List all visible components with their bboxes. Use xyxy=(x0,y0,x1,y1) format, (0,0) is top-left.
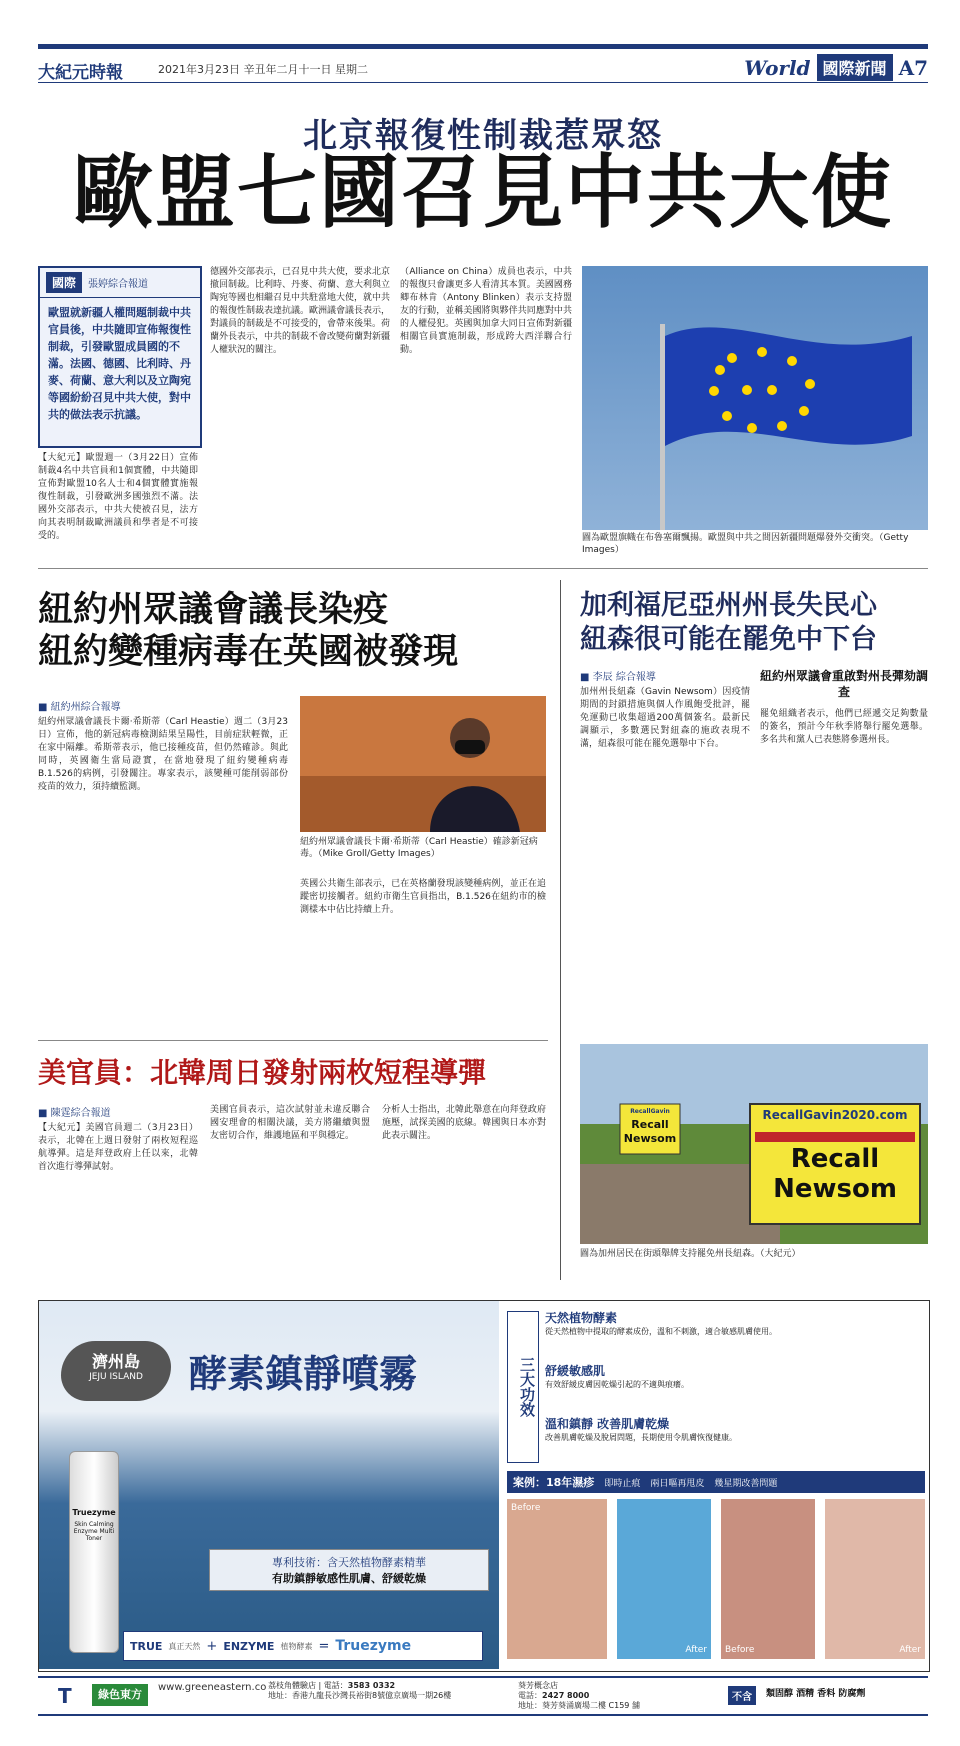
sign-recall: Recall xyxy=(790,1144,880,1174)
store-1: 荔枝角體驗店 | 電話：3583 0332 地址：香港九龍長沙灣長裕街8號億京廣場一期26樓 xyxy=(268,1681,508,1701)
before-label-1: Before xyxy=(511,1503,541,1513)
main-byline: 張婷綜合報道 xyxy=(88,279,149,290)
story2-headline-1: 紐約州眾議會議長染疫 xyxy=(38,589,389,630)
small-sign-newsom: Newsom xyxy=(623,1132,677,1145)
after-label-2: After xyxy=(899,1645,921,1655)
case-step-2: 兩日嘔再甩皮 xyxy=(650,1478,705,1489)
shop-logo: 綠色東方 xyxy=(92,1684,148,1706)
ad-point-3-text: 改善肌膚乾燥及脫屑問題，長期使用令肌膚恢復健康。 xyxy=(545,1433,737,1442)
section-tag: 國際 xyxy=(46,272,82,293)
dateline: 2021年3月23日 辛丑年二月十一日 星期二 xyxy=(158,63,368,76)
story2-byline: ■ 紐約州綜合報導 xyxy=(38,702,121,713)
store-2-phone: 2427 8000 xyxy=(542,1691,590,1700)
formula-true: TRUE xyxy=(130,1639,163,1653)
store-1-phone: 3583 0332 xyxy=(347,1681,396,1690)
plus-icon: + xyxy=(206,1638,218,1654)
section-zh: 國際新聞 xyxy=(817,54,893,81)
ad-hero xyxy=(39,1301,499,1669)
story4-body-c: 分析人士指出，北韓此舉意在向拜登政府施壓，試探美國的底線。韓國與日本亦對此表示關注。 xyxy=(382,1105,546,1141)
ad-tech-1: 專利技術：含天然植物酵素精華 xyxy=(272,1556,426,1569)
jeju-badge-zh: 濟州島 xyxy=(91,1352,140,1371)
case-bar xyxy=(507,1471,925,1493)
sign-newsom: Newsom xyxy=(773,1174,897,1204)
store-1-name: 荔枝角體驗店 xyxy=(268,1681,316,1690)
before-label-2: Before xyxy=(725,1645,755,1655)
ad-side-title: 三大功效 xyxy=(507,1311,539,1463)
story2-headline-2: 紐約變種病毒在英國被發現 xyxy=(38,631,459,672)
lead-text: 歐盟就新疆人權問題制裁中共官員後，中共隨即宣佈報復性制裁，引發歐盟成員國的不滿。法國、德國、比利時、丹麥、荷蘭、意大利以及立陶宛等國紛紛召見中共大使，對中共的做法表示抗議。 xyxy=(48,306,191,421)
jeju-badge xyxy=(61,1341,171,1401)
after-label-1: After xyxy=(685,1645,707,1655)
heastie-photo xyxy=(300,696,546,832)
product-desc: Skin Calming Enzyme Multi Toner xyxy=(73,1521,115,1542)
footer-tag: 不含 xyxy=(728,1686,756,1705)
main-kicker: 北京報復性制裁惹眾怒 xyxy=(303,116,663,156)
story4-body-a: 【大紀元】美國官員週二（3月23日）表示，北韓在上週日發射了兩枚短程巡航導彈。這是拜登政府上任以來，北韓首次進行導彈試射。 xyxy=(38,1123,198,1172)
footer-tagline: 類固醇 酒精 香料 防腐劑 xyxy=(766,1689,866,1699)
main-column-1: 【大紀元】歐盟週一（3月22日）宣佈制裁4名中共官員和1個實體，中共隨即宣佈對歐盟10名人士和4個實體實施報復性制裁，引發歐洲多國強烈不滿。法國外交部表示，中共大使被召見，法方向其表明制裁歐洲議員和學者是不可接受的。 xyxy=(38,453,198,541)
main-column-2: 德國外交部表示，已召見中共大使，要求北京撤回制裁。比利時、丹麥、荷蘭、意大利與立陶宛等國也相繼召見中共駐當地大使，就中共的報復性制裁表達抗議。歐洲議會議長表示，對議員的制裁是不可接受的，會帶來後果。荷蘭外長表示，中共的制裁不會改變荷蘭對新疆人權狀況的關注。 xyxy=(210,267,390,355)
case-step-3: 幾星期改善問題 xyxy=(714,1478,778,1489)
main-column-3: （Alliance on China）成員也表示，中共的報復只會讓更多人看清其本質。美國國務卿布林肯（Antony Blinken）表示支持盟友的行動，並稱美國將與夥伴共同應對中共的人權侵犯。英國與加拿大同日宣佈對新疆相關官員實施制裁，形成跨大西洋聯合行動。 xyxy=(400,267,572,355)
before-leg-photo xyxy=(721,1499,815,1659)
ad-footer xyxy=(38,1676,928,1716)
case-title: 案例：18年濕疹 xyxy=(513,1476,595,1489)
story2-byline-text: 紐約州綜合報導 xyxy=(50,702,121,713)
before-face-photo xyxy=(507,1499,607,1659)
formula-enzyme: ENZYME xyxy=(223,1639,275,1653)
advertisement xyxy=(38,1300,930,1672)
lead-box xyxy=(38,266,202,448)
story3-byline: ■ 李辰 綜合報導 xyxy=(580,672,656,683)
recall-photo xyxy=(580,1044,928,1244)
formula-bar xyxy=(123,1631,483,1661)
divider-2 xyxy=(38,1040,548,1041)
case-step-1: 即時止痕 xyxy=(604,1478,641,1489)
ad-point-1: 天然植物酵素 xyxy=(545,1311,618,1325)
ad-point-1-text: 從天然植物中提取的酵素成份，溫和不刺激，適合敏感肌膚使用。 xyxy=(545,1327,777,1336)
equals-icon: = xyxy=(318,1638,330,1654)
story4-byline: ■ 陳霆綜合報道 xyxy=(38,1108,111,1119)
divider xyxy=(38,568,928,569)
ad-title: 酵素鎮靜噴霧 xyxy=(189,1351,418,1396)
ad-tech-2: 有助鎮靜敏感性肌膚、舒緩乾燥 xyxy=(272,1572,426,1585)
product-bottle xyxy=(69,1451,119,1653)
newspaper-logo: 大紀元時報 xyxy=(38,63,123,83)
ad-point-3: 溫和鎮靜 改善肌膚乾燥 xyxy=(545,1417,670,1431)
story3-headline-1: 加利福尼亞州州長失民心 xyxy=(580,590,877,621)
story4-byline-text: 陳霆綜合報道 xyxy=(50,1108,111,1119)
eu-flag-icon xyxy=(582,266,928,530)
section-en: World xyxy=(744,55,811,80)
formula-true-sub: 真正天然 xyxy=(168,1641,201,1651)
store-2: 葵芳概念店 電話：2427 8000 地址：葵芳葵涌廣場二樓 C159 舖 xyxy=(518,1681,718,1711)
top-rule xyxy=(38,44,928,49)
store-2-address: 地址：葵芳葵涌廣場二樓 C159 舖 xyxy=(518,1701,640,1710)
ad-point-2-text: 有效舒緩皮膚因乾燥引起的不適與痕癢。 xyxy=(545,1380,689,1389)
store-2-name: 葵芳概念店 xyxy=(518,1681,558,1690)
story4-body-b: 美國官員表示，這次試射並未違反聯合國安理會的相關決議，美方將繼續與盟友密切合作，維護地區和平與穩定。 xyxy=(210,1105,370,1141)
story3-body-b: 罷免組織者表示，他們已經遞交足夠數量的簽名，預計今年秋季將舉行罷免選舉。多名共和黨人已表態將參選州長。 xyxy=(760,709,928,745)
column-divider xyxy=(560,580,561,1280)
eu-photo-caption: 圖為歐盟旗幟在布魯塞爾飄揚。歐盟與中共之間因新疆問題爆發外交衝突。（Getty Images） xyxy=(582,533,909,555)
page-number: A7 xyxy=(898,55,928,80)
masthead xyxy=(38,54,928,83)
story3-headline-2: 紐森很可能在罷免中下台 xyxy=(580,624,877,655)
section-label xyxy=(744,54,928,81)
story3-subhead: 紐約州眾議會重啟對州長彈劾調查 xyxy=(760,669,929,699)
shop-url[interactable]: www.greeneastern.co xyxy=(158,1682,267,1693)
main-headline: 歐盟七國召見中共大使 xyxy=(73,145,893,239)
before-after-gallery xyxy=(507,1499,925,1659)
small-sign-recall: Recall xyxy=(631,1118,669,1131)
story2-body-b: 英國公共衛生部表示，已在英格蘭發現該變種病例，並正在追蹤密切接觸者。紐約市衛生官員指出，B.1.526在紐約市的檢測樣本中佔比持續上升。 xyxy=(300,879,546,915)
story3-byline-text: 李辰 綜合報導 xyxy=(592,672,656,683)
eu-flag-photo xyxy=(582,266,928,530)
small-sign-url: RecallGavin xyxy=(630,1108,670,1115)
jeju-badge-en: JEJU ISLAND xyxy=(89,1372,143,1382)
heastie-caption: 紐約州眾議會議長卡爾·希斯蒂（Carl Heastie）確診新冠病毒。（Mike Groll/Getty Images） xyxy=(300,837,538,859)
sign-url: RecallGavin2020.com xyxy=(762,1108,908,1122)
store-1-address: 地址：香港九龍長沙灣長裕街8號億京廣場一期26樓 xyxy=(268,1691,452,1700)
ad-tech-box xyxy=(209,1549,489,1591)
story3-body-a: 加州州長紐森（Gavin Newsom）因疫情期間的封鎖措施與個人作風飽受批評，罷免運動已收集超過200萬個簽名。最新民調顯示，多數選民對紐森的施政表現不滿，紐森很可能在罷免選舉中下台。 xyxy=(580,687,750,749)
product-name: Truezyme xyxy=(72,1508,116,1517)
ad-point-2: 舒緩敏感肌 xyxy=(545,1364,606,1378)
after-leg-photo xyxy=(825,1499,925,1659)
story4-headline: 美官員：北韓周日發射兩枚短程導彈 xyxy=(38,1056,487,1089)
ad-points xyxy=(545,1309,845,1468)
story2-body-a: 紐約州眾議會議長卡爾·希斯蒂（Carl Heastie）週二（3月23日）宣佈，他的新冠病毒檢測結果呈陽性，目前症狀輕微，正在家中隔離。希斯蒂表示，他已接種疫苗，但仍然確診。與此同時，英國衛生當局證實，在當地發現了紐約變種病毒B.1.526的病例，引發關注。專家表示，該變種可能削弱部份疫苗的效力，須持續監測。 xyxy=(38,717,288,792)
person-masked-icon xyxy=(300,696,546,832)
formula-result: Truezyme xyxy=(335,1638,412,1654)
after-face-photo xyxy=(617,1499,711,1659)
formula-enzyme-sub: 植物酵素 xyxy=(280,1641,313,1651)
brand-logo-icon: T xyxy=(58,1684,72,1708)
recall-caption: 圖為加州居民在街頭舉牌支持罷免州長紐森。（大紀元） xyxy=(580,1249,801,1259)
